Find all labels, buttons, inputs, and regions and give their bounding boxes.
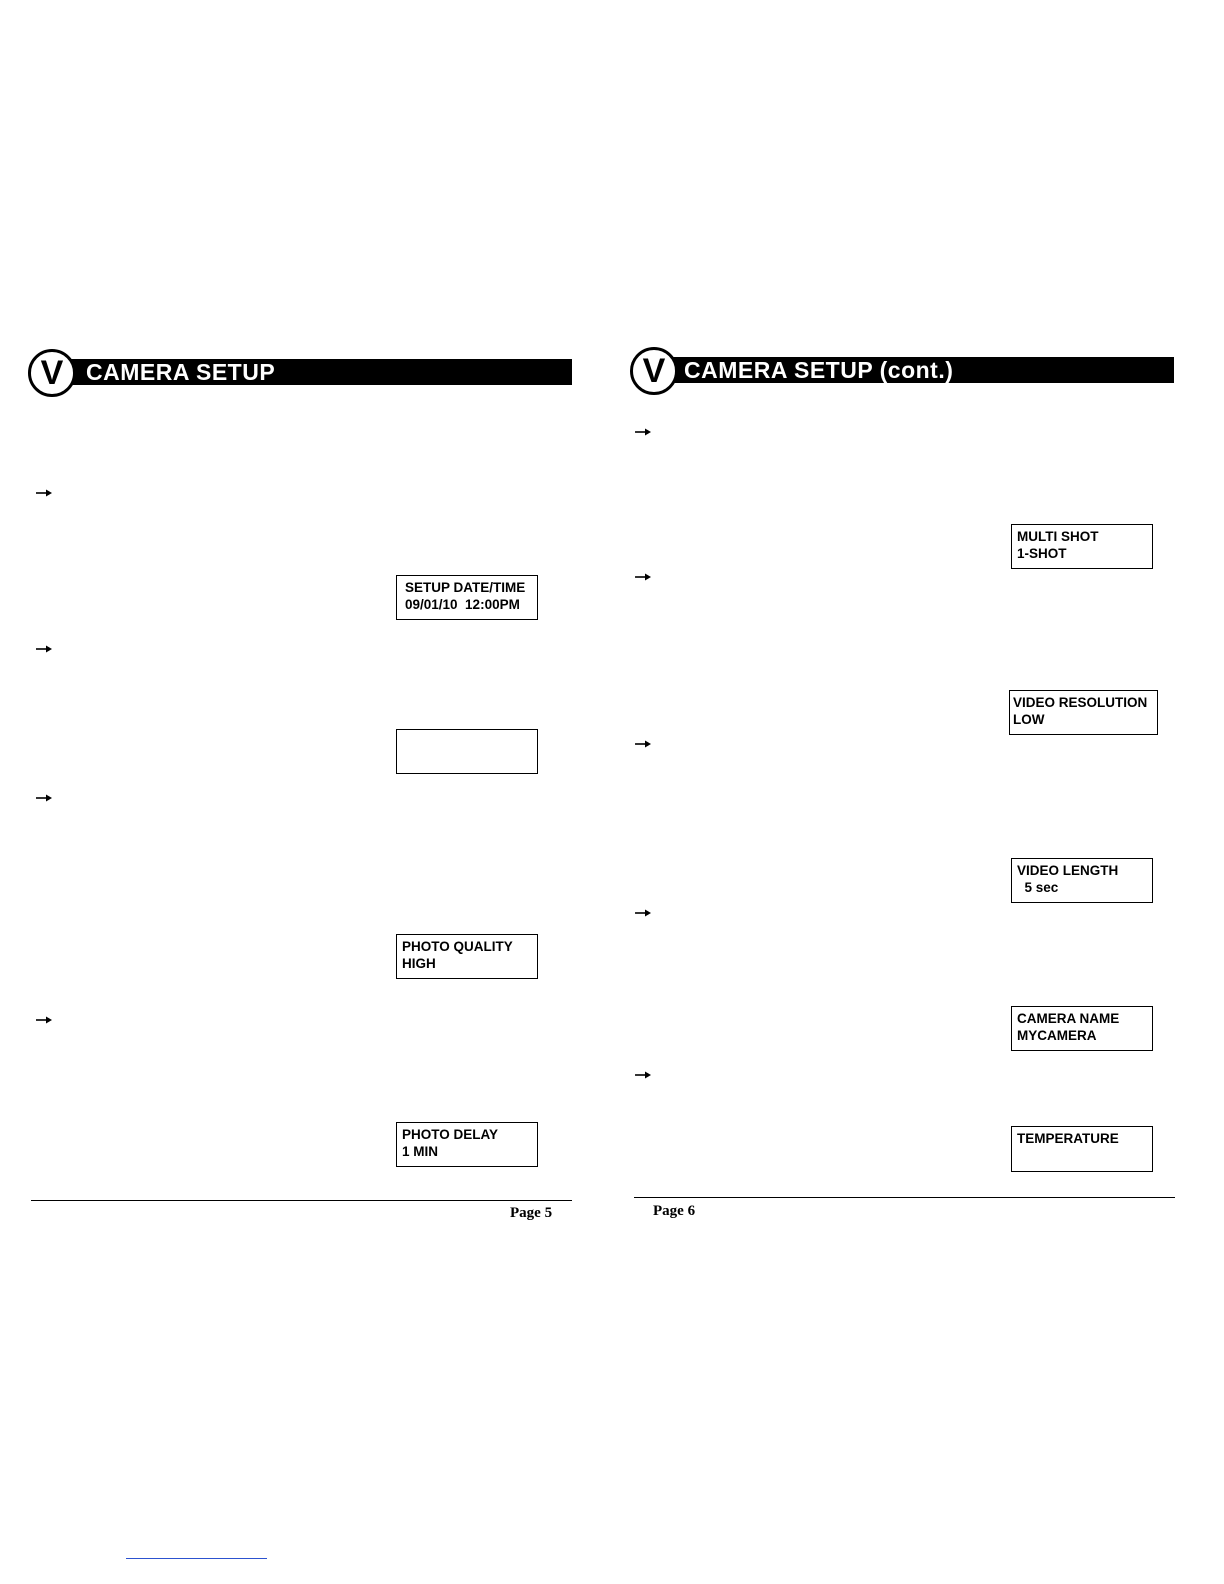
lcd-display-blank — [396, 729, 538, 774]
arrow-right-icon — [635, 572, 651, 582]
link-underline — [126, 1558, 267, 1559]
page-number: Page 5 — [510, 1205, 553, 1221]
section-letter: V — [40, 354, 64, 392]
section-title: CAMERA SETUP (cont.) — [684, 357, 954, 383]
arrow-right-icon — [36, 1015, 52, 1025]
arrow-right-icon — [635, 908, 651, 918]
lcd-line-2: HIGH — [402, 956, 436, 971]
lcd-line-2: MYCAMERA — [1017, 1028, 1097, 1043]
lcd-line-2: LOW — [1013, 712, 1045, 727]
section-header — [664, 357, 1174, 383]
lcd-display-camera-name — [1011, 1006, 1153, 1051]
lcd-display-video-resolution — [1009, 690, 1158, 735]
lcd-line-2: 1 MIN — [402, 1144, 439, 1159]
lcd-display-temperature — [1011, 1126, 1153, 1172]
lcd-line-1: PHOTO QUALITY — [402, 939, 513, 954]
section-header — [62, 359, 572, 385]
section-letter: V — [642, 352, 666, 390]
lcd-line-2: 09/01/10 12:00PM — [405, 597, 520, 612]
lcd-line-1: CAMERA NAME — [1017, 1011, 1120, 1026]
lcd-line-1: TEMPERATURE — [1017, 1131, 1119, 1146]
arrow-right-icon — [36, 793, 52, 803]
lcd-display-video-length — [1011, 858, 1153, 903]
lcd-line-2: 1-SHOT — [1017, 546, 1067, 561]
arrow-right-icon — [36, 488, 52, 498]
footer-rule — [634, 1197, 1175, 1198]
section-title: CAMERA SETUP — [86, 359, 276, 385]
lcd-display-photo-delay — [396, 1122, 538, 1167]
arrow-right-icon — [36, 644, 52, 654]
lcd-display-photo-quality — [396, 934, 538, 979]
arrow-right-icon — [635, 1070, 651, 1080]
page-number: Page 6 — [653, 1203, 696, 1219]
lcd-line-1: VIDEO RESOLUTION — [1013, 695, 1148, 710]
arrow-right-icon — [635, 739, 651, 749]
lcd-line-1: MULTI SHOT — [1017, 529, 1099, 544]
arrow-right-icon — [635, 427, 651, 437]
lcd-line-1: VIDEO LENGTH — [1017, 863, 1119, 878]
section-badge — [28, 349, 76, 397]
lcd-line-1: SETUP DATE/TIME — [405, 580, 526, 595]
lcd-line-1: PHOTO DELAY — [402, 1127, 499, 1142]
lcd-display-date-time — [396, 575, 538, 620]
footer-rule — [31, 1200, 572, 1201]
section-badge — [630, 347, 678, 395]
lcd-line-2: 5 sec — [1017, 880, 1059, 895]
lcd-display-multi-shot — [1011, 524, 1153, 569]
